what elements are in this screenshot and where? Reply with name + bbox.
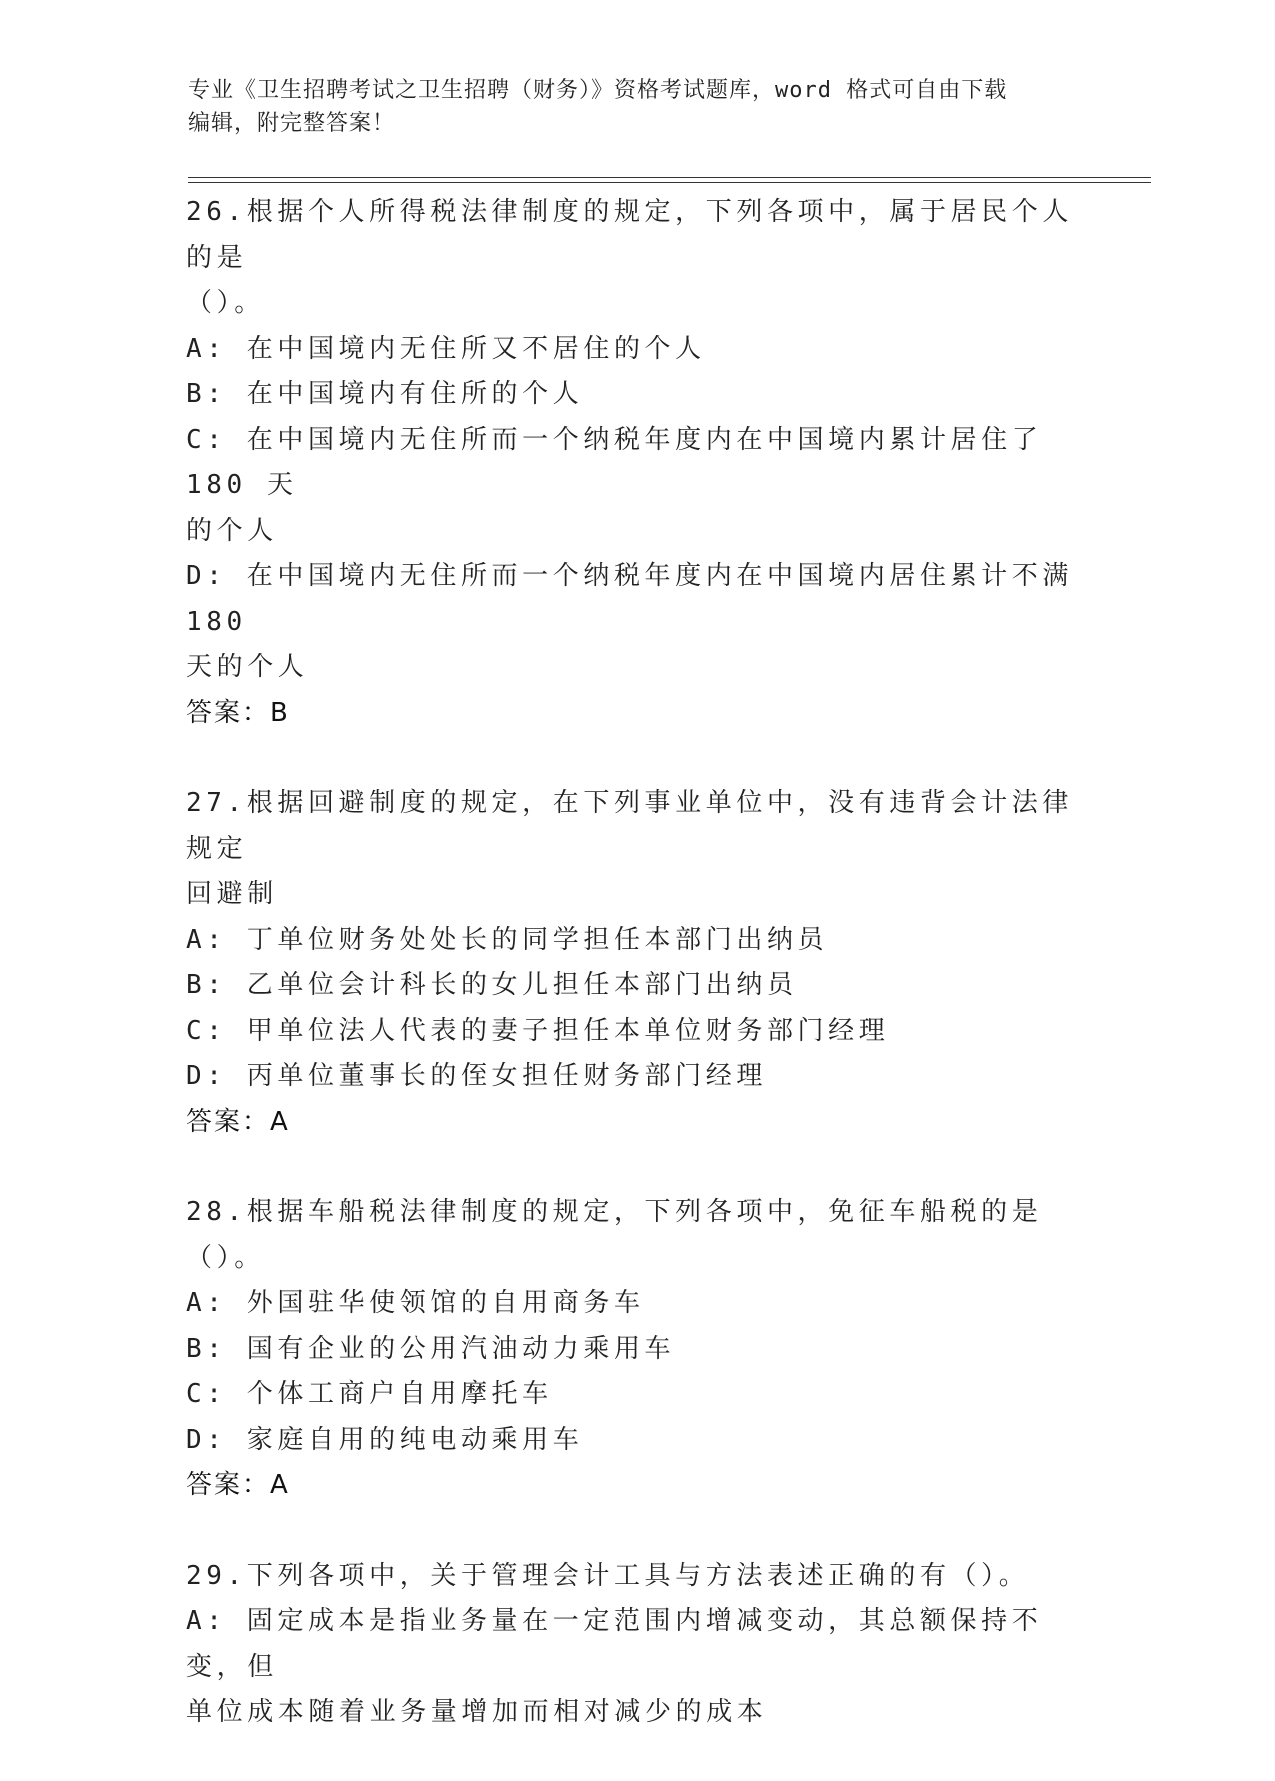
answer-option-line: B: 乙单位会计科长的女儿担任本部门出纳员 [186,970,798,1000]
answer-option-line: D: 在中国境内无住所而一个纳税年度内在中国境内居住累计不满 180 [186,561,1094,637]
answer-option-line: B: 在中国境内有住所的个人 [186,379,584,409]
answer-option [186,1599,1086,1736]
answer-option-line: A: 丁单位财务处处长的同学担任本部门出纳员 [186,924,829,955]
answer-option-line: C: 甲单位法人代表的妻子担任本单位财务部门经理 [186,1015,890,1046]
answer-option [186,418,1086,555]
answer-option-line: A: 外国驻华使领馆的自用商务车 [186,1288,645,1318]
answer-option-line: D: 家庭自用的纯电动乘用车 [186,1424,584,1455]
answer-option [186,554,1094,691]
question-block [186,190,1094,736]
answer-option-line: C: 在中国境内无住所而一个纳税年度内在中国境内累计居住了 180 天 [186,424,1063,500]
question-stem-line: （）。 [186,288,265,318]
question-block [186,781,1086,1145]
document-header [188,74,1068,140]
answer-option-line: D: 丙单位董事长的侄女担任财务部门经理 [186,1061,767,1091]
question-stem-line: 28.根据车船税法律制度的规定，下列各项中，免征车船税的是（）。 [186,1197,1043,1273]
answer-option [186,1418,1086,1464]
answer-option [186,1327,1086,1373]
answer-option [186,372,1086,418]
answer-option-line: 天的个人 [186,652,309,682]
answer-option [186,918,1086,964]
question-block [186,1190,1086,1509]
header-divider-bottom [188,182,1151,183]
answer-key: 答案：A [186,1470,290,1500]
answer-option-line: 单位成本随着业务量增加而相对减少的成本 [186,1697,768,1727]
answer-option-line: A: 在中国境内无住所又不居住的个人 [186,333,706,364]
question-stem-line: 26.根据个人所得税法律制度的规定，下列各项中，属于居民个人的是 [186,197,1073,273]
header-line-2: 编辑，附完整答案！ [188,111,396,136]
question-list [186,190,1094,1781]
answer-option [186,1281,1086,1327]
answer-option [186,1054,1086,1100]
question-block [186,1554,1086,1736]
answer-option-line: 的个人 [186,515,278,546]
answer-option-line: C: 个体工商户自用摩托车 [186,1379,553,1409]
header-line-1: 专业《卫生招聘考试之卫生招聘（财务）》资格考试题库，word 格式可自由下载 [188,78,1008,103]
answer-option-line: B: 国有企业的公用汽油动力乘用车 [186,1333,676,1364]
answer-option [186,327,1086,373]
answer-key: 答案：B [186,697,290,728]
question-stem-line: 27.根据回避制度的规定，在下列事业单位中，没有违背会计法律规定 [186,788,1073,864]
answer-option [186,1372,1086,1418]
answer-option [186,963,1086,1009]
question-stem-line: 29.下列各项中，关于管理会计工具与方法表述正确的有（）。 [186,1560,1030,1591]
question-stem-line: 回避制 [186,879,278,909]
answer-key: 答案：A [186,1106,290,1137]
answer-option [186,1009,1086,1055]
answer-option-line: A: 固定成本是指业务量在一定范围内增减变动，其总额保持不变，但 [186,1606,1043,1682]
header-divider-top [188,177,1151,178]
